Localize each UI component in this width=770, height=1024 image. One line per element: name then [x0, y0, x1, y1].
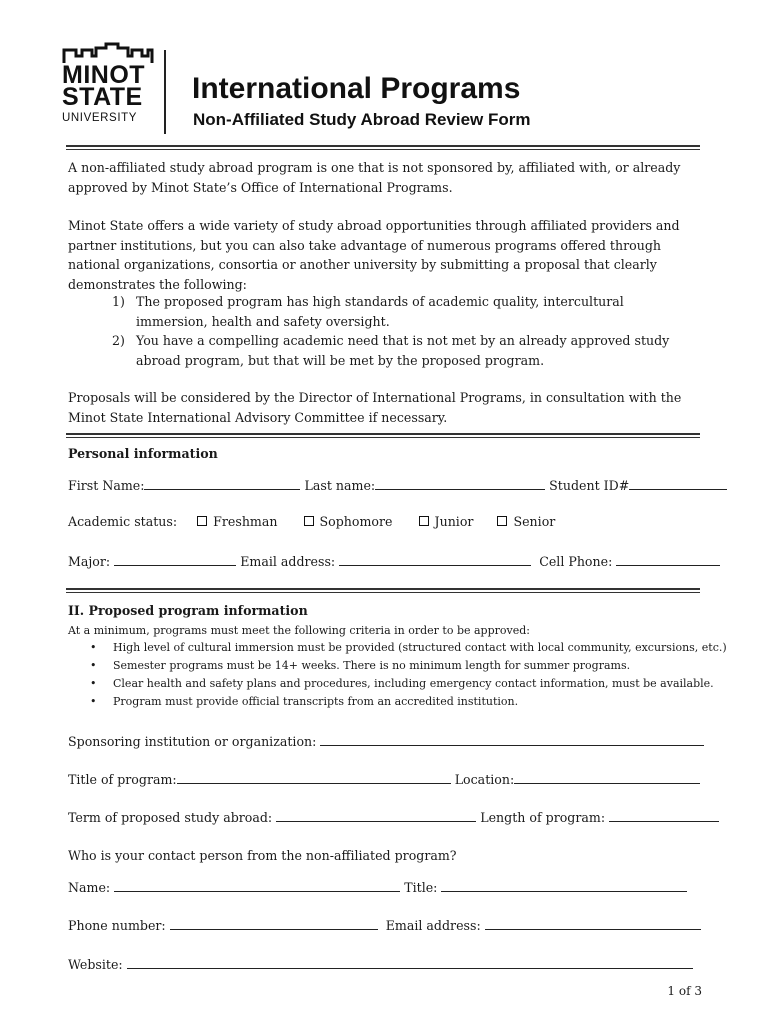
student-id-field[interactable] — [629, 477, 727, 490]
website-row — [68, 956, 693, 972]
term-field[interactable] — [276, 809, 476, 822]
contact-name-label: Name: — [68, 880, 111, 895]
list-item: The proposed program has high standards of academic quality, intercultural immersion, health and safety oversight. — [136, 294, 624, 329]
first-name-field[interactable] — [144, 477, 300, 490]
contact-name-field[interactable] — [114, 879, 400, 892]
email-field[interactable] — [339, 553, 531, 566]
list-item-number: 2) — [112, 333, 125, 348]
program-title-field[interactable] — [177, 771, 451, 784]
term-label: Term of proposed study abroad: — [68, 810, 273, 825]
intro-paragraph-3: Proposals will be considered by the Director of International Programs, in consultation with the Minot State International Advisory Committee if necessary. — [68, 390, 682, 425]
phone-field[interactable] — [170, 917, 378, 930]
criteria-item: Semester programs must be 14+ weeks. There is no minimum length for summer programs. — [113, 659, 631, 672]
cell-phone-field[interactable] — [616, 553, 720, 566]
checkbox-icon[interactable] — [304, 516, 314, 526]
bullet-icon: • — [90, 677, 97, 690]
criteria-item: Clear health and safety plans and procedures, including emergency contact information, must be available. — [113, 677, 714, 690]
sponsor-label: Sponsoring institution or organization: — [68, 734, 317, 749]
section-rule — [66, 588, 700, 593]
term-length-row — [68, 809, 719, 825]
list-item: You have a compelling academic need that is not met by an already approved study abroad program, but that will be met by the proposed program. — [136, 333, 670, 368]
last-name-field[interactable] — [375, 477, 545, 490]
header-divider — [164, 50, 166, 134]
bullet-icon: • — [90, 659, 97, 672]
bullet-icon: • — [90, 641, 97, 654]
sponsor-row — [68, 733, 704, 749]
contact-question: Who is your contact person from the non-affiliated program? — [68, 848, 457, 863]
criteria-item: Program must provide official transcripts from an accredited institution. — [113, 695, 519, 708]
website-label: Website: — [68, 957, 123, 972]
page-title: International Programs — [192, 72, 521, 105]
location-label: Location: — [454, 772, 515, 787]
cell-phone-label: Cell Phone: — [539, 554, 613, 569]
intro-paragraph-1: A non-affiliated study abroad program is one that is not sponsored by, affiliated with, or already approved by Minot State’s Office of International Programs. — [68, 160, 681, 195]
major-row — [68, 553, 720, 569]
logo-university: UNIVERSITY — [62, 112, 138, 124]
sponsor-field[interactable] — [320, 733, 704, 746]
contact-name-row — [68, 879, 687, 895]
checkbox-icon[interactable] — [419, 516, 429, 526]
contact-email-field[interactable] — [485, 917, 701, 930]
intro-paragraph-2: Minot State offers a wide variety of study abroad opportunities through affiliated providers and partner institutions, but you can also take advantage of numerous programs offered through national organizations, consortia or another university by submitting a proposal that clearly demonstrates the following: — [68, 218, 680, 292]
contact-email-label: Email address: — [385, 918, 481, 933]
personal-info-heading: Personal information — [68, 446, 218, 461]
last-name-label: Last name: — [304, 478, 376, 493]
checkbox-icon[interactable] — [497, 516, 507, 526]
academic-status-label: Academic status: — [68, 514, 178, 529]
criteria-item: High level of cultural immersion must be provided (structured contact with local community, excursions, etc.) — [113, 641, 727, 654]
website-field[interactable] — [127, 956, 693, 969]
section-rule — [66, 433, 700, 438]
name-row — [68, 477, 727, 493]
contact-title-label: Title: — [404, 880, 438, 895]
bullet-icon: • — [90, 695, 97, 708]
status-freshman[interactable]: Freshman — [197, 514, 277, 529]
title-location-row — [68, 771, 700, 787]
length-field[interactable] — [609, 809, 719, 822]
major-field[interactable] — [114, 553, 236, 566]
list-item-number: 1) — [112, 294, 125, 309]
student-id-label: Student ID# — [549, 478, 630, 493]
length-label: Length of program: — [480, 810, 606, 825]
program-title-label: Title of program: — [68, 772, 177, 787]
contact-phone-row — [68, 917, 701, 933]
major-label: Major: — [68, 554, 111, 569]
phone-label: Phone number: — [68, 918, 166, 933]
logo-state: STATE — [62, 83, 143, 111]
location-field[interactable] — [514, 771, 700, 784]
status-sophomore[interactable]: Sophomore — [304, 514, 393, 529]
checkbox-icon[interactable] — [197, 516, 207, 526]
page-number: 1 of 3 — [667, 984, 702, 998]
logo-minot: MINOT — [62, 61, 146, 89]
academic-status-row — [68, 514, 555, 529]
form-subtitle: Non-Affiliated Study Abroad Review Form — [193, 110, 531, 129]
status-senior[interactable]: Senior — [497, 514, 555, 529]
contact-title-field[interactable] — [441, 879, 687, 892]
email-label: Email address: — [240, 554, 336, 569]
first-name-label: First Name: — [68, 478, 145, 493]
university-logo — [62, 42, 158, 124]
program-info-heading: II. Proposed program information — [68, 603, 308, 618]
header-rule — [66, 145, 700, 150]
criteria-intro: At a minimum, programs must meet the following criteria in order to be approved: — [68, 624, 530, 637]
status-junior[interactable]: Junior — [419, 514, 474, 529]
